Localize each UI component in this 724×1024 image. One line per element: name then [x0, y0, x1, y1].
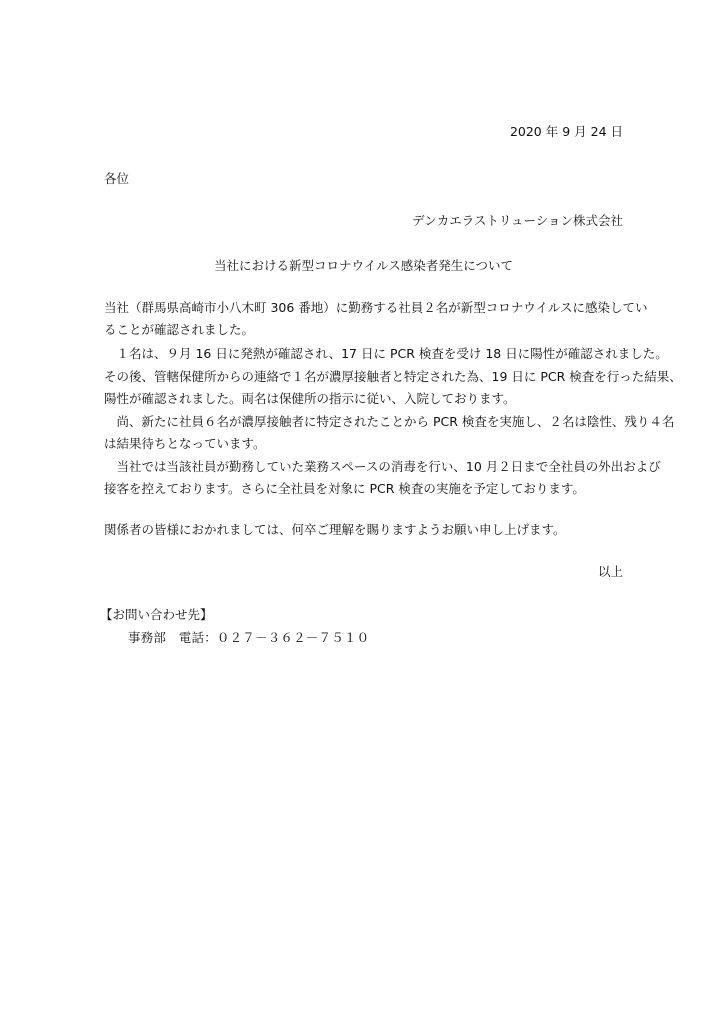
- body-line-9: 接客を控えております。さらに全社員を対象に PCR 検査の実施を予定しております。: [104, 481, 585, 496]
- document-title: 当社における新型コロナウイルス感染者発生について: [213, 258, 513, 273]
- body-line-8: 当社では当該社員が勤務していた業務スペースの消毒を行い、10 月２日まで全社員の外出および: [104, 459, 661, 474]
- document-date: 2020 年 9 月 24 日: [509, 124, 623, 139]
- request-line: 関係者の皆様におかれましては、何卒ご理解を賜りますようお願い申し上げます。: [104, 522, 566, 537]
- contact-phone: 事務部 電話：０２７－３６２－７５１０: [128, 630, 370, 645]
- body-line-4: その後、管轄保健所からの連絡で１名が濃厚接触者と特定された為、19 日に PCR 検査を行った結果、: [104, 369, 682, 384]
- addressee: 各位: [104, 171, 130, 186]
- body-line-7: は結果待ちとなっています。: [104, 436, 266, 451]
- body-line-5: 陽性が確認されました。両名は保健所の指示に従い、入院しております。: [104, 391, 516, 406]
- company-name: デンカエラストリューション株式会社: [411, 213, 623, 228]
- body-line-6: 尚、新たに社員６名が濃厚接触者に特定されたことから PCR 検査を実施し、２名は陰性、残り４名: [104, 414, 675, 429]
- contact-heading: 【お問い合わせ先】: [100, 607, 213, 622]
- body-line-2: ることが確認されました。: [104, 322, 255, 337]
- closing-mark: 以上: [597, 564, 623, 579]
- body-line-3: １名は、９月 16 日に発熱が確認され、17 日に PCR 検査を受け 18 日に陽性が確認されました。: [104, 346, 668, 361]
- body-line-1: 当社（群馬県高崎市小八木町 306 番地）に勤務する社員２名が新型コロナウイルスに感染してい: [104, 300, 648, 315]
